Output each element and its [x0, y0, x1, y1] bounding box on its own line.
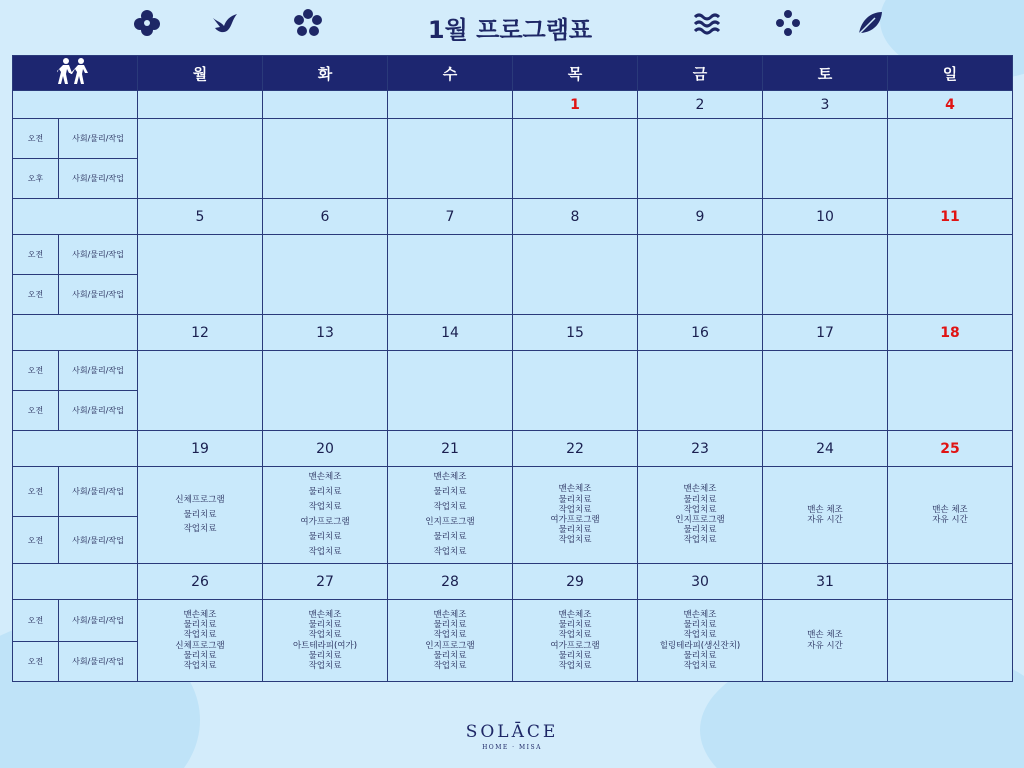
date-row: [13, 564, 1013, 600]
program-line: 맨손체조: [558, 609, 592, 620]
date-cell: 18: [888, 315, 1013, 351]
program-line: 여가프로그램: [300, 517, 350, 527]
program-type-label: 사회/물리/작업: [59, 391, 138, 431]
slot-row: [13, 119, 1013, 159]
program-line: 물리치료: [183, 509, 217, 520]
program-cell: [263, 119, 388, 199]
program-cell: [763, 235, 888, 315]
program-line: 물리치료: [433, 620, 467, 631]
slot-row: [13, 600, 1013, 642]
program-line: 작업치료: [433, 630, 467, 641]
date-cell: 17: [763, 315, 888, 351]
program-cell: [388, 600, 513, 682]
date-cell: [888, 564, 1013, 600]
title-bar: [0, 0, 1024, 52]
program-cell: [513, 600, 638, 682]
date-row-label-cell: [13, 199, 138, 235]
program-line: 작업치료: [558, 660, 592, 671]
program-line: 인지프로그램: [425, 517, 475, 527]
program-line: 작업치료: [683, 535, 717, 546]
weekday-sun: 일: [888, 56, 1013, 91]
program-cell: [638, 235, 763, 315]
date-cell: 19: [138, 431, 263, 467]
program-line: 작업치료: [433, 502, 467, 513]
program-type-label: 사회/물리/작업: [59, 235, 138, 275]
date-cell: 6: [263, 199, 388, 235]
program-line: 신체프로그램: [175, 494, 225, 505]
program-type-label: 사회/물리/작업: [59, 351, 138, 391]
program-type-label: 사회/물리/작업: [59, 159, 138, 199]
program-cell: [388, 467, 513, 564]
program-line: 작업치료: [558, 630, 592, 641]
program-line: 인지프로그램: [425, 640, 475, 651]
program-line: 작업치료: [433, 546, 467, 557]
program-line: 맨손체조: [683, 484, 717, 495]
program-line: 물리치료: [558, 650, 592, 661]
program-line: 작업치료: [183, 630, 217, 641]
program-line: 작업치료: [308, 630, 342, 641]
program-line: 작업치료: [183, 524, 217, 535]
program-line: 맨손체조: [308, 472, 342, 483]
slot-row: [13, 467, 1013, 517]
program-line: 물리치료: [683, 494, 717, 505]
time-slot-label: 오전: [13, 517, 59, 564]
program-line: 물리치료: [433, 650, 467, 661]
program-line: 작업치료: [308, 660, 342, 671]
date-cell: 13: [263, 315, 388, 351]
date-cell: 4: [888, 91, 1013, 119]
time-slot-label: 오전: [13, 642, 59, 682]
date-row: [13, 315, 1013, 351]
header-logo-cell: [13, 56, 138, 91]
date-row: [13, 431, 1013, 467]
program-type-label: 사회/물리/작업: [59, 467, 138, 517]
weekday-header-row: [13, 56, 1013, 91]
program-line: 작업치료: [558, 535, 592, 546]
date-cell: 14: [388, 315, 513, 351]
program-line: 작업치료: [308, 502, 342, 513]
program-line: 여가프로그램: [550, 515, 600, 525]
program-line: 맨손체조: [433, 609, 467, 620]
date-cell: 9: [638, 199, 763, 235]
date-cell: 10: [763, 199, 888, 235]
program-line: 작업치료: [683, 630, 717, 641]
program-line: 맨손 체조: [932, 504, 968, 515]
time-slot-label: 오전: [13, 119, 59, 159]
program-line: 신체프로그램: [175, 640, 225, 651]
program-type-label: 사회/물리/작업: [59, 275, 138, 315]
date-cell: 7: [388, 199, 513, 235]
program-line: 물리치료: [558, 494, 592, 505]
program-line: 물리치료: [558, 525, 592, 536]
date-cell: [138, 91, 263, 119]
program-type-label: 사회/물리/작업: [59, 119, 138, 159]
date-cell: 24: [763, 431, 888, 467]
program-cell: [638, 351, 763, 431]
time-slot-label: 오전: [13, 467, 59, 517]
date-cell: 15: [513, 315, 638, 351]
date-cell: 2: [638, 91, 763, 119]
program-cell: [888, 119, 1013, 199]
program-cell: [263, 351, 388, 431]
program-line: 맨손 체조: [807, 504, 843, 515]
date-cell: 5: [138, 199, 263, 235]
leaf-icon: [855, 8, 885, 38]
date-cell: 12: [138, 315, 263, 351]
program-line: 자유 시간: [807, 515, 843, 525]
date-cell: 25: [888, 431, 1013, 467]
date-row: [13, 91, 1013, 119]
date-row-label-cell: [13, 564, 138, 600]
program-cell: [513, 351, 638, 431]
program-cell: [638, 600, 763, 682]
date-cell: 26: [138, 564, 263, 600]
program-line: 물리치료: [183, 620, 217, 631]
date-cell: 16: [638, 315, 763, 351]
brand-subtitle: HOME · MISA: [482, 744, 542, 751]
program-line: 물리치료: [308, 531, 342, 542]
program-cell: [138, 119, 263, 199]
program-line: 맨손 체조: [807, 630, 843, 641]
program-cell: [763, 351, 888, 431]
program-cell: [138, 235, 263, 315]
weekday-sat: 토: [763, 56, 888, 91]
program-cell: [888, 467, 1013, 564]
program-line: 맨손체조: [433, 472, 467, 483]
date-cell: [388, 91, 513, 119]
date-cell: 21: [388, 431, 513, 467]
program-cell: [513, 467, 638, 564]
program-line: 물리치료: [308, 620, 342, 631]
date-cell: 31: [763, 564, 888, 600]
program-cell: [638, 467, 763, 564]
date-cell: 29: [513, 564, 638, 600]
date-cell: 28: [388, 564, 513, 600]
date-cell: 22: [513, 431, 638, 467]
weekday-mon: 월: [138, 56, 263, 91]
flower-icon: [293, 8, 323, 38]
program-cell: [888, 235, 1013, 315]
program-line: 물리치료: [308, 487, 342, 498]
program-line: 작업치료: [683, 504, 717, 515]
program-type-label: 사회/물리/작업: [59, 600, 138, 642]
program-line: 힐링테라피(생신잔치): [659, 640, 741, 651]
program-cell: [763, 119, 888, 199]
page-title: 1월 프로그램표: [427, 16, 593, 44]
program-cell: [138, 600, 263, 682]
time-slot-label: 오전: [13, 235, 59, 275]
program-cell: [263, 600, 388, 682]
program-cell: [513, 235, 638, 315]
program-cell: [263, 235, 388, 315]
program-line: 작업치료: [683, 660, 717, 671]
program-line: 작업치료: [183, 660, 217, 671]
date-row-label-cell: [13, 91, 138, 119]
program-line: 작업치료: [558, 504, 592, 515]
time-slot-label: 오후: [13, 159, 59, 199]
date-cell: 27: [263, 564, 388, 600]
date-cell: 11: [888, 199, 1013, 235]
program-cell: [138, 351, 263, 431]
program-cell: [263, 467, 388, 564]
time-slot-label: 오전: [13, 391, 59, 431]
program-line: 물리치료: [558, 620, 592, 631]
program-cell: [888, 351, 1013, 431]
date-row: [13, 199, 1013, 235]
date-cell: 8: [513, 199, 638, 235]
program-cell: [888, 600, 1013, 682]
time-slot-label: 오전: [13, 275, 59, 315]
dots-icon: [773, 8, 803, 38]
program-line: 자유 시간: [807, 640, 843, 651]
program-cell: [388, 235, 513, 315]
program-line: 작업치료: [308, 546, 342, 557]
program-line: 물리치료: [433, 531, 467, 542]
weekday-tue: 화: [263, 56, 388, 91]
program-type-label: 사회/물리/작업: [59, 517, 138, 564]
date-row-label-cell: [13, 431, 138, 467]
program-line: 여가프로그램: [550, 640, 600, 651]
time-slot-label: 오전: [13, 600, 59, 642]
program-line: 물리치료: [683, 650, 717, 661]
slot-row: [13, 351, 1013, 391]
program-cell: [388, 119, 513, 199]
date-cell: 3: [763, 91, 888, 119]
program-calendar: [12, 55, 1013, 682]
time-slot-label: 오전: [13, 351, 59, 391]
weekday-fri: 금: [638, 56, 763, 91]
program-line: 맨손체조: [683, 609, 717, 620]
waves-icon: [692, 8, 722, 38]
program-type-label: 사회/물리/작업: [59, 642, 138, 682]
date-cell: 23: [638, 431, 763, 467]
program-line: 물리치료: [433, 487, 467, 498]
program-cell: [763, 600, 888, 682]
program-line: 자유 시간: [932, 515, 968, 525]
program-line: 맨손체조: [558, 484, 592, 495]
program-line: 물리치료: [683, 620, 717, 631]
date-cell: 30: [638, 564, 763, 600]
program-cell: [638, 119, 763, 199]
program-line: 물리치료: [183, 650, 217, 661]
program-line: 작업치료: [433, 660, 467, 671]
program-cell: [763, 467, 888, 564]
date-cell: 20: [263, 431, 388, 467]
date-row-label-cell: [13, 315, 138, 351]
slot-row: [13, 235, 1013, 275]
weekday-thu: 목: [513, 56, 638, 91]
program-cell: [388, 351, 513, 431]
brand-logo: [412, 722, 612, 751]
brand-name: SOLĀCE: [465, 722, 559, 742]
program-line: 물리치료: [308, 650, 342, 661]
elderly-people-icon: [57, 57, 93, 85]
program-line: 맨손체조: [183, 609, 217, 620]
date-cell: 1: [513, 91, 638, 119]
program-line: 물리치료: [683, 525, 717, 536]
program-line: 아트테라피(여가): [292, 640, 358, 651]
date-cell: [263, 91, 388, 119]
program-line: 인지프로그램: [675, 515, 725, 525]
bird-icon: [210, 8, 240, 38]
program-line: 맨손체조: [308, 609, 342, 620]
weekday-wed: 수: [388, 56, 513, 91]
program-cell: [138, 467, 263, 564]
flower-icon: [132, 8, 162, 38]
program-cell: [513, 119, 638, 199]
